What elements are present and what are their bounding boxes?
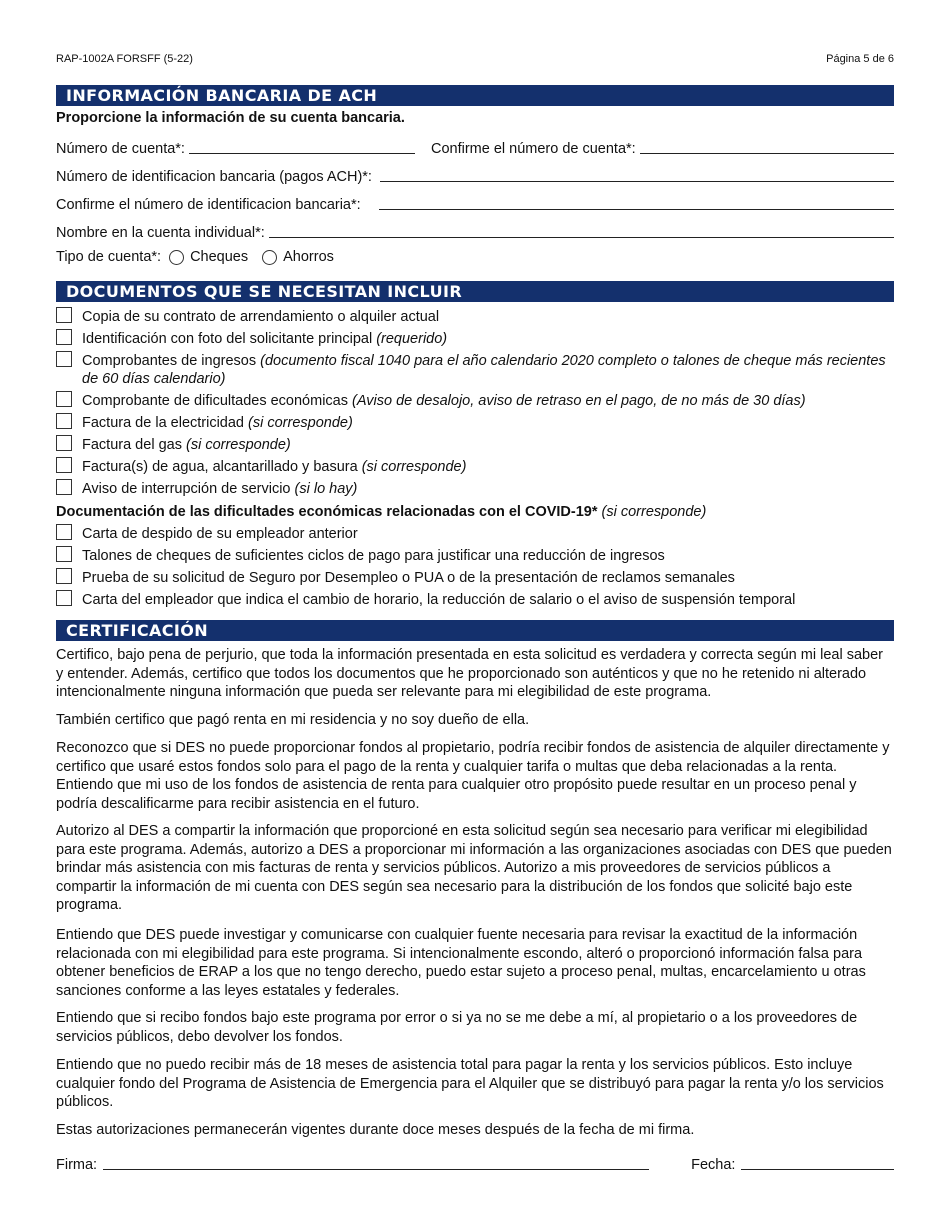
item-note: (si corresponde) (361, 459, 467, 475)
docs-checklist (56, 308, 894, 609)
account-type-label: Tipo de cuenta*: (56, 249, 162, 265)
item-text: Carta de despido de su empleador anterior (82, 526, 358, 542)
checklist-item (56, 436, 894, 454)
item-note: (documento fiscal 1040 para el año calendario 2020 completo o talones de cheque más recientes de 60 días calendario) (82, 353, 886, 387)
item-text: Factura de la electricidad (82, 415, 249, 431)
item-text: Aviso de interrupción de servicio (82, 481, 295, 497)
checking-radio[interactable] (169, 250, 184, 265)
covid-checklist-item (56, 525, 894, 543)
cert-section-title: CERTIFICACIÓN (56, 620, 894, 641)
account-name-label: Nombre en la cuenta individual*: (56, 225, 265, 241)
checklist-item (56, 308, 894, 326)
account-number-field[interactable] (189, 152, 415, 154)
routing-number-field[interactable] (380, 180, 894, 182)
savings-label: Ahorros (283, 249, 334, 265)
checklist-item (56, 480, 894, 498)
item-note: (requerido) (376, 331, 448, 347)
checklist-item (56, 392, 894, 410)
covid-note: (si corresponde) (597, 504, 707, 520)
account-number-label: Número de cuenta*: (56, 141, 185, 157)
checkbox[interactable] (56, 546, 72, 562)
checklist-item (56, 330, 894, 348)
item-text: Carta del empleador que indica el cambio de horario, la reducción de salario o el aviso de suspensión temporal (82, 592, 796, 608)
checkbox[interactable] (56, 329, 72, 345)
item-note: (Aviso de desalojo, aviso de retraso en el pago, de no más de 30 días) (352, 393, 806, 409)
checkbox[interactable] (56, 351, 72, 367)
covid-checklist-item (56, 591, 894, 609)
cert-paragraph: Entiendo que no puedo recibir más de 18 meses de asistencia total para pagar la renta y los servicios públicos. Esto incluye cualquier fondo del Programa de Asistencia de Emergencia para el Alquiler que se distribuyó para pagar la renta y/o los servicios públicos. (56, 1057, 884, 1110)
signature-row (56, 1157, 894, 1173)
confirm-account-label: Confirme el número de cuenta*: (430, 141, 636, 157)
confirm-routing-field[interactable] (379, 208, 894, 210)
routing-number-label: Número de identificacion bancaria (pagos ACH)*: (56, 169, 372, 185)
item-text: Copia de su contrato de arrendamiento o alquiler actual (82, 309, 440, 325)
checkbox[interactable] (56, 435, 72, 451)
docs-section-title: DOCUMENTOS QUE SE NECESITAN INCLUIR (56, 281, 894, 302)
checklist-item (56, 414, 894, 432)
checklist-item (56, 458, 894, 476)
checkbox[interactable] (56, 457, 72, 473)
cert-paragraph: También certifico que pagó renta en mi residencia y no soy dueño de ella. (56, 712, 530, 728)
routing-number-row (56, 169, 894, 185)
checkbox[interactable] (56, 391, 72, 407)
item-note: (si corresponde) (248, 415, 353, 431)
confirm-routing-label: Confirme el número de identificacion bancaria*: (56, 197, 361, 213)
date-label: Fecha: (691, 1157, 736, 1173)
covid-checklist-item (56, 569, 894, 587)
account-number-row (56, 141, 894, 157)
ach-section-title: INFORMACIÓN BANCARIA DE ACH (56, 85, 894, 106)
checkbox[interactable] (56, 524, 72, 540)
account-name-row (56, 225, 894, 241)
item-text: Factura(s) de agua, alcantarillado y basura (82, 459, 362, 475)
cert-paragraph: Certifico, bajo pena de perjurio, que toda la información presentada en esta solicitud es verdadera y correcta según mi leal saber y entender. Además, certifico que todos los documentos que he proporcionado son auténticos y que no he retenido ni alterado intencionalmente ninguna información que pueda ser relevante para mi elegibilidad de este programa. (56, 647, 883, 700)
covid-heading-row (56, 503, 894, 521)
cert-paragraph: Reconozco que si DES no puede proporcionar fondos al propietario, podría recibir fondos de asistencia de alquiler directamente y certifico que usaré estos fondos solo para el pago de la renta y cualquier tarifa o multas que deba relacionadas a la renta. Entiendo que mi uso de los fondos de asistencia de renta para cualquier otro propósito puede resultar en un proceso penal y podría descalificarme para recibir asistencia en el futuro. (56, 740, 890, 812)
checklist-item (56, 352, 894, 388)
item-note: (si corresponde) (185, 437, 291, 453)
page-number: Página 5 de 6 (826, 53, 894, 65)
covid-checklist-item (56, 547, 894, 565)
checkbox[interactable] (56, 568, 72, 584)
covid-heading: Documentación de las dificultades económicas relacionadas con el COVID-19* (56, 504, 598, 520)
checkbox[interactable] (56, 307, 72, 323)
checkbox[interactable] (56, 479, 72, 495)
checkbox[interactable] (56, 413, 72, 429)
item-text: Identificación con foto del solicitante principal (82, 331, 377, 347)
item-text: Comprobantes de ingresos (82, 353, 261, 369)
account-type-row (56, 249, 894, 265)
item-text: Prueba de su solicitud de Seguro por Desempleo o PUA o de la presentación de reclamos semanales (82, 570, 735, 586)
signature-field[interactable] (103, 1168, 649, 1170)
confirm-routing-row (56, 197, 894, 213)
item-text: Talones de cheques de suficientes ciclos de pago para justificar una reducción de ingresos (82, 548, 665, 564)
cert-paragraph: Estas autorizaciones permanecerán vigentes durante doce meses después de la fecha de mi firma. (56, 1122, 695, 1138)
item-text: Comprobante de dificultades económicas (82, 393, 353, 409)
cert-paragraph: Entiendo que DES puede investigar y comunicarse con cualquier fuente necesaria para revisar la exactitud de la información relacionada con mi elegibilidad para este programa. Si intencionalmente escondo, alteró o proporcionó información falsa para obtener beneficios de ERAP a los que no tengo derecho, puedo estar sujeto a proceso penal, multas, encarcelamiento u otras sanciones conforme a las leyes estatales y federales. (56, 927, 866, 999)
ach-intro: Proporcione la información de su cuenta bancaria. (56, 110, 405, 126)
savings-radio[interactable] (262, 250, 277, 265)
cert-paragraph: Autorizo al DES a compartir la información que proporcioné en esta solicitud según sea necesario para verificar mi elegibilidad para este programa. Además, autorizo a DES a proporcionar mi información a las organizaciones asociadas con DES que pueden brindar más asistencia con mis facturas de renta y servicios públicos. Autorizo a mis proveedores de servicios públicos a compartir la información de mi cuenta con DES según sea necesario para la distribución de los fondos que solicité bajo este programa. (56, 823, 892, 913)
checkbox[interactable] (56, 590, 72, 606)
signature-label: Firma: (56, 1157, 98, 1173)
confirm-account-field[interactable] (640, 152, 894, 154)
item-note: (si lo hay) (294, 481, 358, 497)
form-id: RAP-1002A FORSFF (5-22) (56, 53, 193, 65)
item-text: Factura del gas (82, 437, 186, 453)
date-field[interactable] (741, 1168, 894, 1170)
checking-label: Cheques (190, 249, 249, 265)
account-name-field[interactable] (269, 236, 894, 238)
cert-paragraph: Entiendo que si recibo fondos bajo este programa por error o si ya no se me debe a mí, al propietario o a los proveedores de servicios públicos, debo devolver los fondos. (56, 1010, 858, 1045)
